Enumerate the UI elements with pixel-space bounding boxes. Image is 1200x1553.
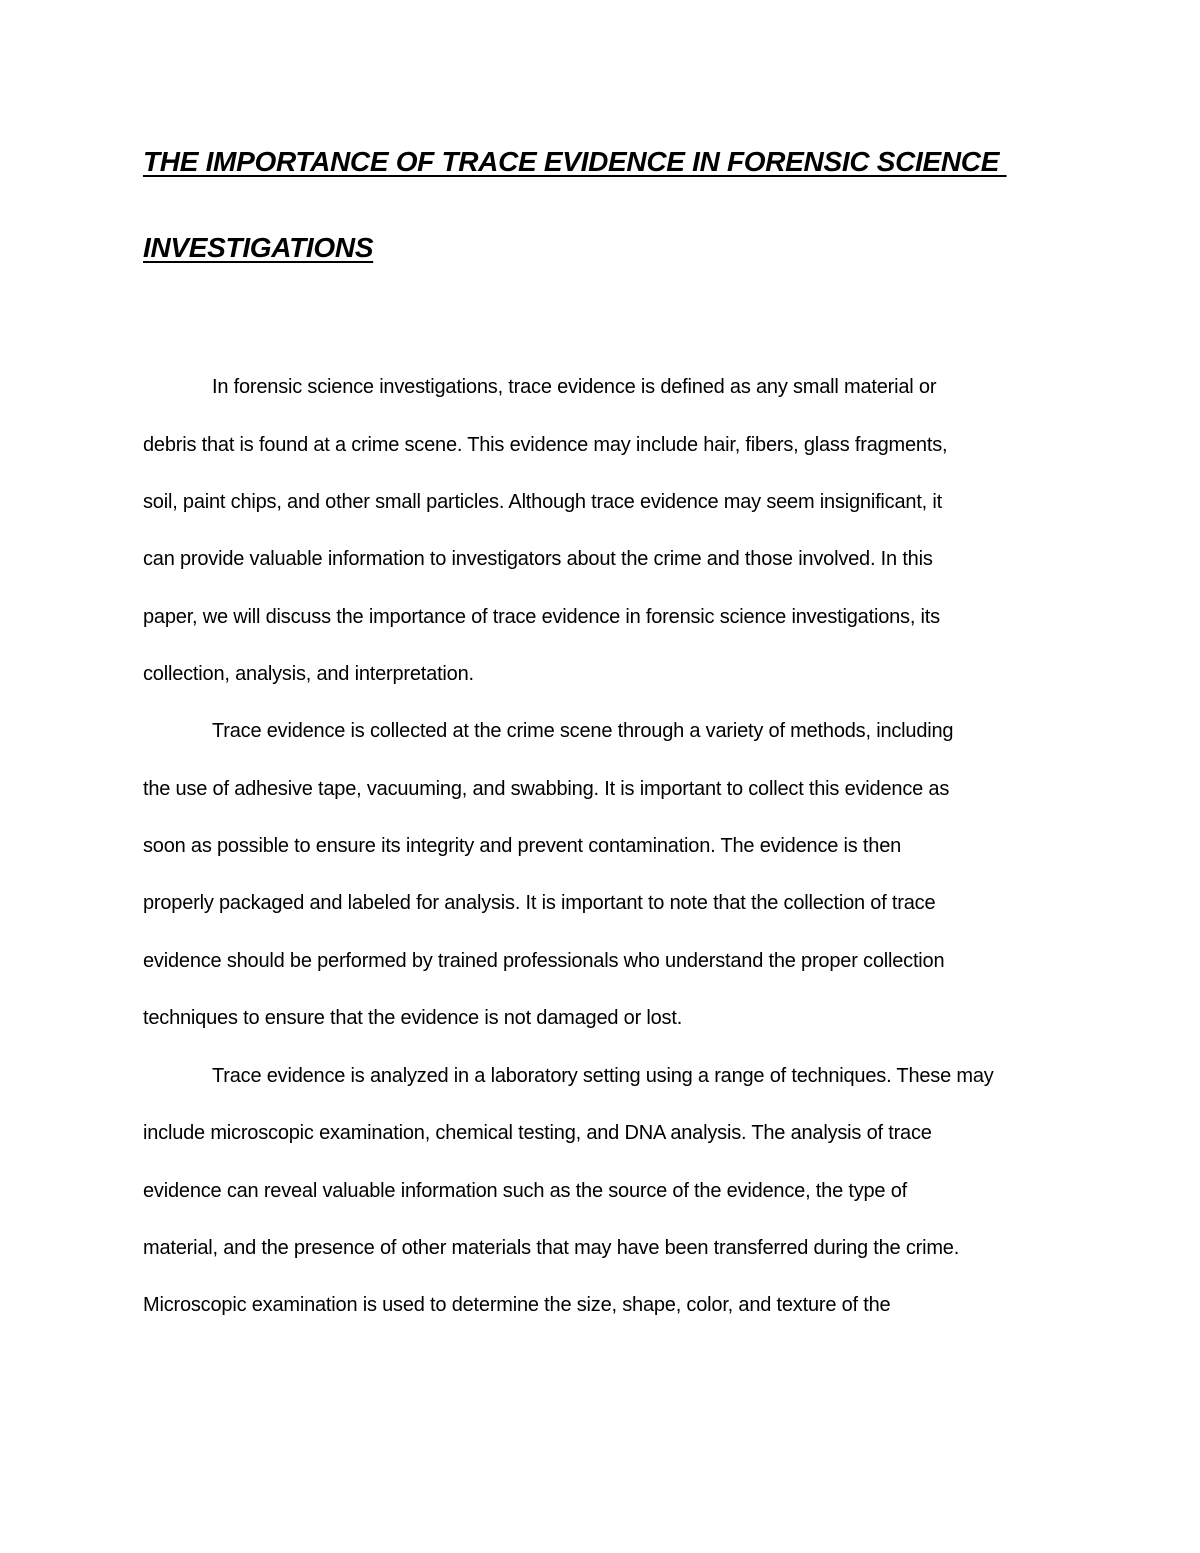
paragraph-1-line-5: paper, we will discuss the importance of trace evidence in forensic science investigations, its xyxy=(143,606,940,628)
document-title-line-2: INVESTIGATIONS xyxy=(143,232,374,263)
paragraph-3-line-1: Trace evidence is analyzed in a laboratory setting using a range of techniques. These may xyxy=(212,1065,994,1087)
paragraph-3-line-4: material, and the presence of other materials that may have been transferred during the crime. xyxy=(143,1237,960,1259)
paragraph-2-line-4: properly packaged and labeled for analysis. It is important to note that the collection of trace xyxy=(143,892,936,914)
paragraph-1-line-1: In forensic science investigations, trace evidence is defined as any small material or xyxy=(212,376,937,398)
document-title-line-1: THE IMPORTANCE OF TRACE EVIDENCE IN FORENSIC SCIENCE xyxy=(143,146,1007,177)
paragraph-3-line-2: include microscopic examination, chemical testing, and DNA analysis. The analysis of trace xyxy=(143,1122,932,1144)
paragraph-1-line-3: soil, paint chips, and other small particles. Although trace evidence may seem insignificant, it xyxy=(143,491,942,513)
paragraph-3-line-5: Microscopic examination is used to determine the size, shape, color, and texture of the xyxy=(143,1294,891,1316)
paragraph-1-line-2: debris that is found at a crime scene. This evidence may include hair, fibers, glass fragments, xyxy=(143,434,948,456)
paragraph-2-line-3: soon as possible to ensure its integrity and prevent contamination. The evidence is then xyxy=(143,835,902,857)
paragraph-2-line-6: techniques to ensure that the evidence is not damaged or lost. xyxy=(143,1007,683,1029)
paragraph-2-line-2: the use of adhesive tape, vacuuming, and swabbing. It is important to collect this evidence as xyxy=(143,778,950,800)
paragraph-3-line-3: evidence can reveal valuable information such as the source of the evidence, the type of xyxy=(143,1180,907,1202)
paragraph-2-line-1: Trace evidence is collected at the crime scene through a variety of methods, including xyxy=(212,720,954,742)
paragraph-1-line-6: collection, analysis, and interpretation. xyxy=(143,663,474,685)
paragraph-1-line-4: can provide valuable information to investigators about the crime and those involved. In this xyxy=(143,548,933,570)
paragraph-2-line-5: evidence should be performed by trained professionals who understand the proper collection xyxy=(143,950,945,972)
